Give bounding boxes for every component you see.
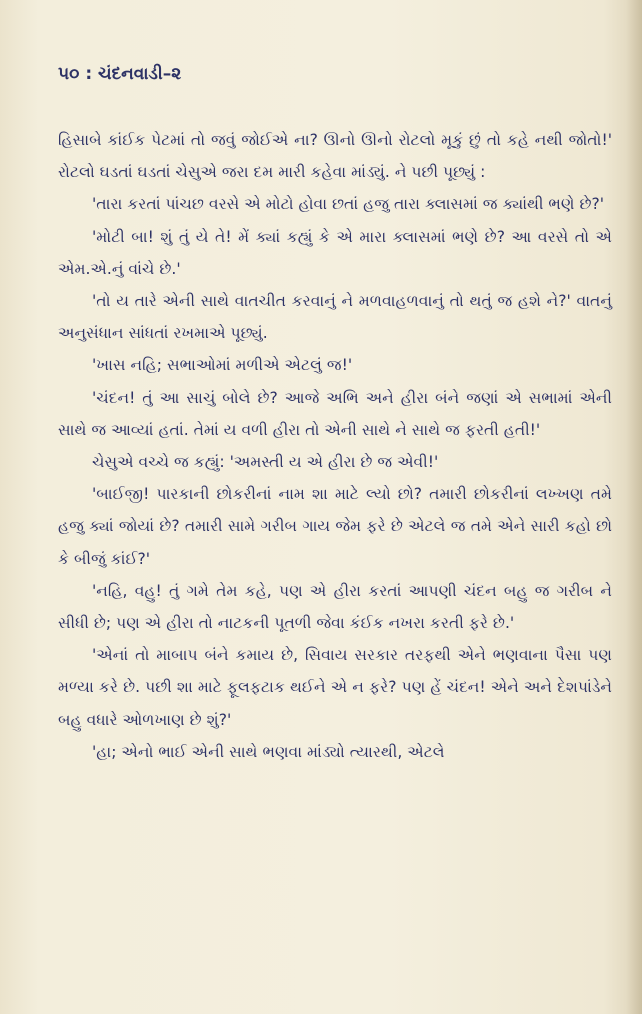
paragraph: હિસાબે કાંઈક પેટમાં તો જવું જોઈએ ના? ઊનો ઊનો રોટલો મૂકું છું તો કહે નથી જોતો!' રોટલો ઘડતાં ઘડતાં ચેસુએ જરા દમ મારી કહેવા માંડ્યું. ને પછી પૂછ્યું : — [58, 131, 612, 182]
running-header: ૫૦ : ચંદનવાડી–૨ — [58, 64, 182, 84]
paragraph: 'હા; એનો ભાઈ એની સાથે ભણવા માંડ્યો ત્યારથી, એટલે — [92, 742, 445, 761]
paragraph: 'તારા કરતાં પાંચછ વરસે એ મોટો હોવા છતાં હજુ તારા ક્લાસમાં જ ક્યાંથી ભણે છે?' — [92, 195, 605, 214]
paragraph: 'નહિ, વહુ! તું ગમે તેમ કહે, પણ એ હીરા કરતાં આપણી ચંદન બહુ જ ગરીબ ને સીધી છે; પણ એ હીરા તો નાટકની પૂતળી જેવા કંઈક નખરા કરતી ફરે છે.' — [58, 581, 612, 633]
page-edge-shadow — [626, 0, 642, 1014]
paragraph: 'ચંદન! તું આ સાચું બોલે છે? આજે અભિ અને હીરા બંને જણાં એ સભામાં એની સાથે જ આવ્યાં હતાં. તેમાં ય વળી હીરા તો એની સાથે ને સાથે જ ફરતી હતી!' — [58, 388, 612, 439]
paragraph: 'ખાસ નહિ; સભાઓમાં મળીએ એટલું જ!' — [92, 356, 353, 375]
paragraph: 'બાઈજી! પારકાની છોકરીનાં નામ શા માટે લ્યો છો? તમારી છોકરીનાં લખ્ખણ તમે હજુ ક્યાં જોયાં છે? તમારી સામે ગરીબ ગાય જેમ ફરે છે એટલે જ તમે એને સારી કહો છો કે બીજું કાંઈ?' — [58, 485, 612, 568]
paragraph: ચેસુએ વચ્ચે જ કહ્યું: 'અમસ્તી ય એ હીરા છે જ એવી!' — [92, 453, 439, 472]
paragraph: 'તો ય તારે એની સાથે વાતચીત કરવાનું ને મળવાહળવાનું તો થતું જ હશે ને?' વાતનું અનુસંધાન સાંધતાં રખમાએ પૂછ્યું. — [58, 292, 612, 343]
paragraph: 'એનાં તો માબાપ બંને કમાય છે, સિવાય સરકાર તરફથી એને ભણવાના પૈસા પણ મળ્યા કરે છે. પછી શા માટે ફૂલફટાક થઈને એ ન ફરે? પણ હેં ચંદન! એને અને દેશપાંડેને બહુ વધારે ઓળખાણ છે શું?' — [58, 646, 612, 729]
paragraph: 'મોટી બા! શું તું યે તે! મેં ક્યાં કહ્યું કે એ મારા ક્લાસમાં ભણે છે? આ વરસે તો એ એમ.એ.નું વાંચે છે.' — [58, 227, 612, 278]
body-text — [58, 124, 612, 768]
